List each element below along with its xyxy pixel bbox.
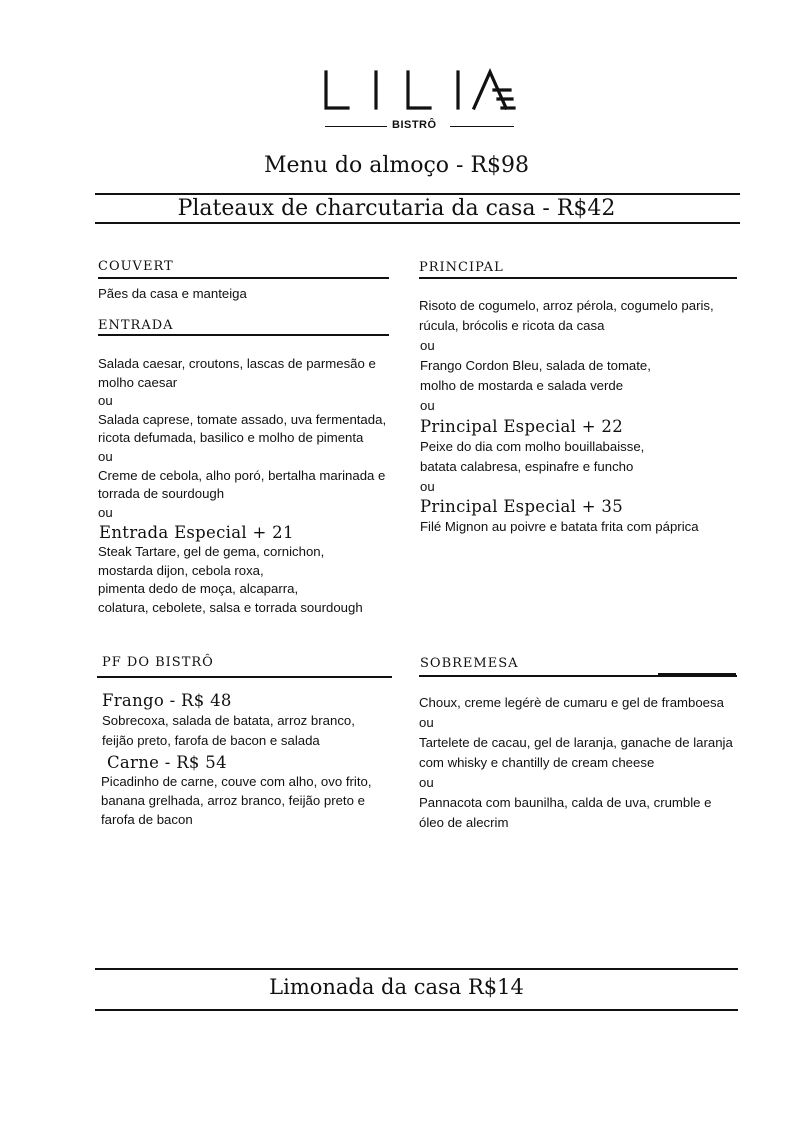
principal-rule — [419, 277, 737, 279]
list-item: mostarda dijon, cebola roxa, — [98, 562, 264, 578]
title-rule-bottom — [95, 222, 740, 224]
list-item: ou — [419, 715, 434, 730]
list-item: Frango Cordon Bleu, salada de tomate, — [420, 358, 651, 373]
list-item: ou — [419, 775, 434, 790]
list-item: colatura, cebolete, salsa e torrada sourdough — [98, 599, 363, 615]
list-item: molho caesar — [98, 374, 178, 390]
lilia-logo — [322, 66, 522, 114]
entrada-special-title: Entrada Especial + 21 — [99, 523, 294, 542]
list-item: Risoto de cogumelo, arroz pérola, cogumelo paris, — [419, 298, 714, 313]
list-item: batata calabresa, espinafre e funcho — [420, 459, 634, 474]
sobremesa-rule — [419, 675, 737, 677]
principal-special1-title: Principal Especial + 22 — [420, 417, 624, 436]
sobremesa-rule-accent — [658, 673, 736, 675]
list-item: feijão preto, farofa de bacon e salada — [102, 733, 320, 748]
list-item: Sobrecoxa, salada de batata, arroz branco, — [102, 713, 355, 728]
list-item: torrada de sourdough — [98, 486, 225, 502]
list-item: Salada caesar, croutons, lascas de parmesão e — [98, 356, 376, 371]
list-item: Pannacota com baunilha, calda de uva, crumble e — [419, 795, 712, 810]
principal-special2-title: Principal Especial + 35 — [420, 497, 624, 516]
list-item: ou — [98, 504, 113, 520]
entrada-heading: ENTRADA — [98, 318, 174, 333]
list-item: Salada caprese, tomate assado, uva fermentada, — [98, 411, 387, 427]
sobremesa-heading: SOBREMESA — [420, 656, 519, 671]
list-item: ricota defumada, basilico e molho de pimenta — [98, 430, 364, 446]
principal-heading: PRINCIPAL — [419, 260, 504, 275]
lunch-menu-title: Menu do almoço - R$98 — [264, 153, 529, 178]
list-item: Picadinho de carne, couve com alho, ovo frito, — [101, 774, 372, 789]
list-item: Steak Tartare, gel de gema, cornichon, — [98, 544, 325, 559]
couvert-rule — [98, 277, 389, 279]
pf-rule — [97, 676, 392, 678]
limonada-rule-top — [95, 968, 738, 970]
list-item: rúcula, brócolis e ricota da casa — [419, 318, 605, 333]
limonada-rule-bottom — [95, 1009, 738, 1011]
pf-heading: PF DO BISTRÔ — [102, 655, 214, 670]
list-item: ou — [420, 479, 435, 494]
entrada-rule — [98, 334, 389, 336]
list-item: ou — [98, 449, 113, 464]
logo-rule-left — [325, 126, 387, 127]
couvert-text: Pães da casa e manteiga — [98, 286, 247, 301]
title-rule-top — [95, 193, 740, 195]
list-item: Choux, creme legérè de cumaru e gel de framboesa — [419, 695, 724, 710]
list-item: Tartelete de cacau, gel de laranja, ganache de laranja — [419, 735, 733, 750]
limonada-title: Limonada da casa R$14 — [269, 975, 524, 999]
list-item: molho de mostarda e salada verde — [420, 378, 624, 393]
list-item: ou — [98, 393, 113, 409]
list-item: banana grelhada, arroz branco, feijão preto e — [101, 793, 365, 808]
pf-carne-title: Carne - R$ 54 — [107, 753, 227, 772]
pf-frango-title: Frango - R$ 48 — [102, 691, 232, 710]
logo-subtitle: BISTRÔ — [392, 119, 437, 131]
list-item: óleo de alecrim — [419, 815, 509, 830]
principal-special2-text: Filé Mignon au poivre e batata frita com páprica — [420, 519, 699, 534]
list-item: ou — [420, 338, 435, 353]
list-item: com whisky e chantilly de cream cheese — [419, 755, 655, 770]
charcuterie-title: Plateaux de charcutaria da casa - R$42 — [177, 196, 616, 221]
list-item: Creme de cebola, alho poró, bertalha marinada e — [98, 467, 386, 483]
list-item: farofa de bacon — [101, 812, 193, 827]
list-item: ou — [420, 398, 435, 413]
couvert-heading: COUVERT — [98, 259, 174, 274]
list-item: pimenta dedo de moça, alcaparra, — [98, 581, 299, 597]
logo-rule-right — [450, 126, 514, 127]
list-item: Peixe do dia com molho bouillabaisse, — [420, 439, 645, 454]
